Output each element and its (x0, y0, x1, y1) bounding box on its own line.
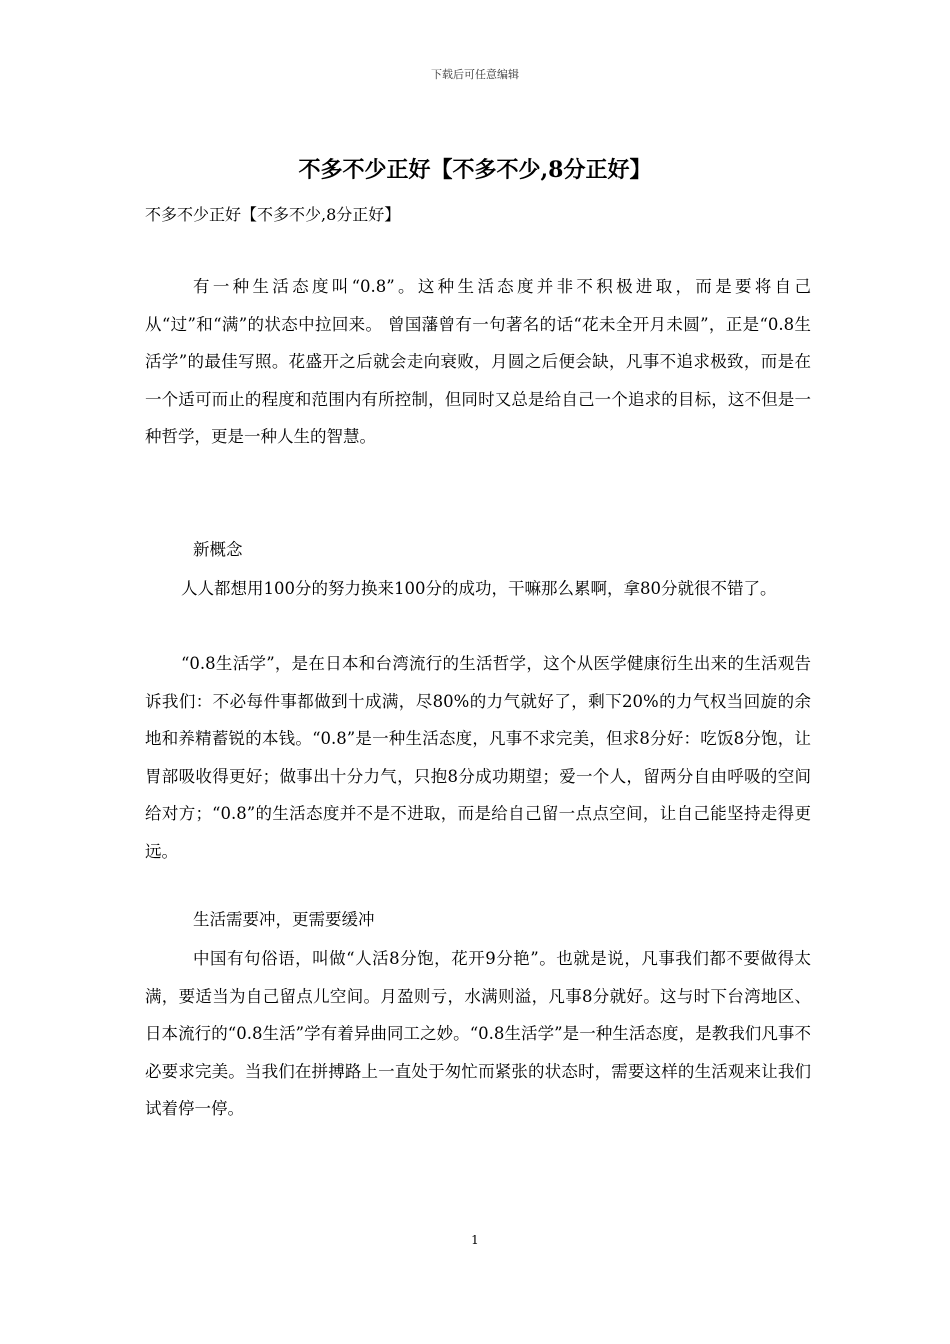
section-heading-new-concept: 新概念 (193, 540, 243, 559)
header-note: 下载后可任意编辑 (431, 68, 519, 81)
document-title: 不多不少正好【不多不少,8分正好】 (298, 157, 652, 183)
paragraph-4: 中国有句俗语，叫做“人活8分饱，花开9分艳”。也就是说，凡事我们都不要做得太满，要适当为自己留点儿空间。月盈则亏，水满则溢，凡事8分就好。这与时下台湾地区、日本流行的“0.8生活”学有着异曲同工之妙。“0.8生活学”是一种生活态度，是教我们凡事不必要求完美。当我们在拼搏路上一直处于匆忙而紧张的状态时，需要这样的生活观来让我们试着停一停。 (145, 949, 811, 1118)
section-heading-buffer: 生活需要冲，更需要缓冲 (193, 910, 375, 929)
paragraph-2: 人人都想用100分的努力换来100分的成功，干嘛那么累啊，拿80分就很不错了。 (181, 579, 777, 598)
document-subtitle: 不多不少正好【不多不少,8分正好】 (145, 205, 401, 224)
paragraph-3: “0.8生活学”，是在日本和台湾流行的生活哲学，这个从医学健康衍生出来的生活观告诉我们：不必每件事都做到十成满，尽80%的力气就好了，剩下20%的力气权当回旋的余地和养精蓄锐的本钱。“0.8”是一种生活态度，凡事不求完美，但求8分好：吃饭8分饱，让胃部吸收得更好；做事出十分力气，只抱8分成功期望；爱一个人，留两分自由呼吸的空间给对方；“0.8”的生活态度并不是不进取，而是给自己留一点点空间，让自己能坚持走得更远。 (145, 654, 811, 861)
paragraph-intro: 有一种生活态度叫“0.8”。这种生活态度并非不积极进取，而是要将自己从“过”和“满”的状态中拉回来。 曾国藩曾有一句著名的话“花未全开月未圆”，正是“0.8生活学”的最佳写照。花盛开之后就会走向衰败，月圆之后便会缺，凡事不追求极致，而是在一个适可而止的程度和范围内有所控制，但同时又总是给自己一个追求的目标，这不但是一种哲学，更是一种人生的智慧。 (145, 277, 811, 446)
page-number: 1 (471, 1233, 479, 1247)
